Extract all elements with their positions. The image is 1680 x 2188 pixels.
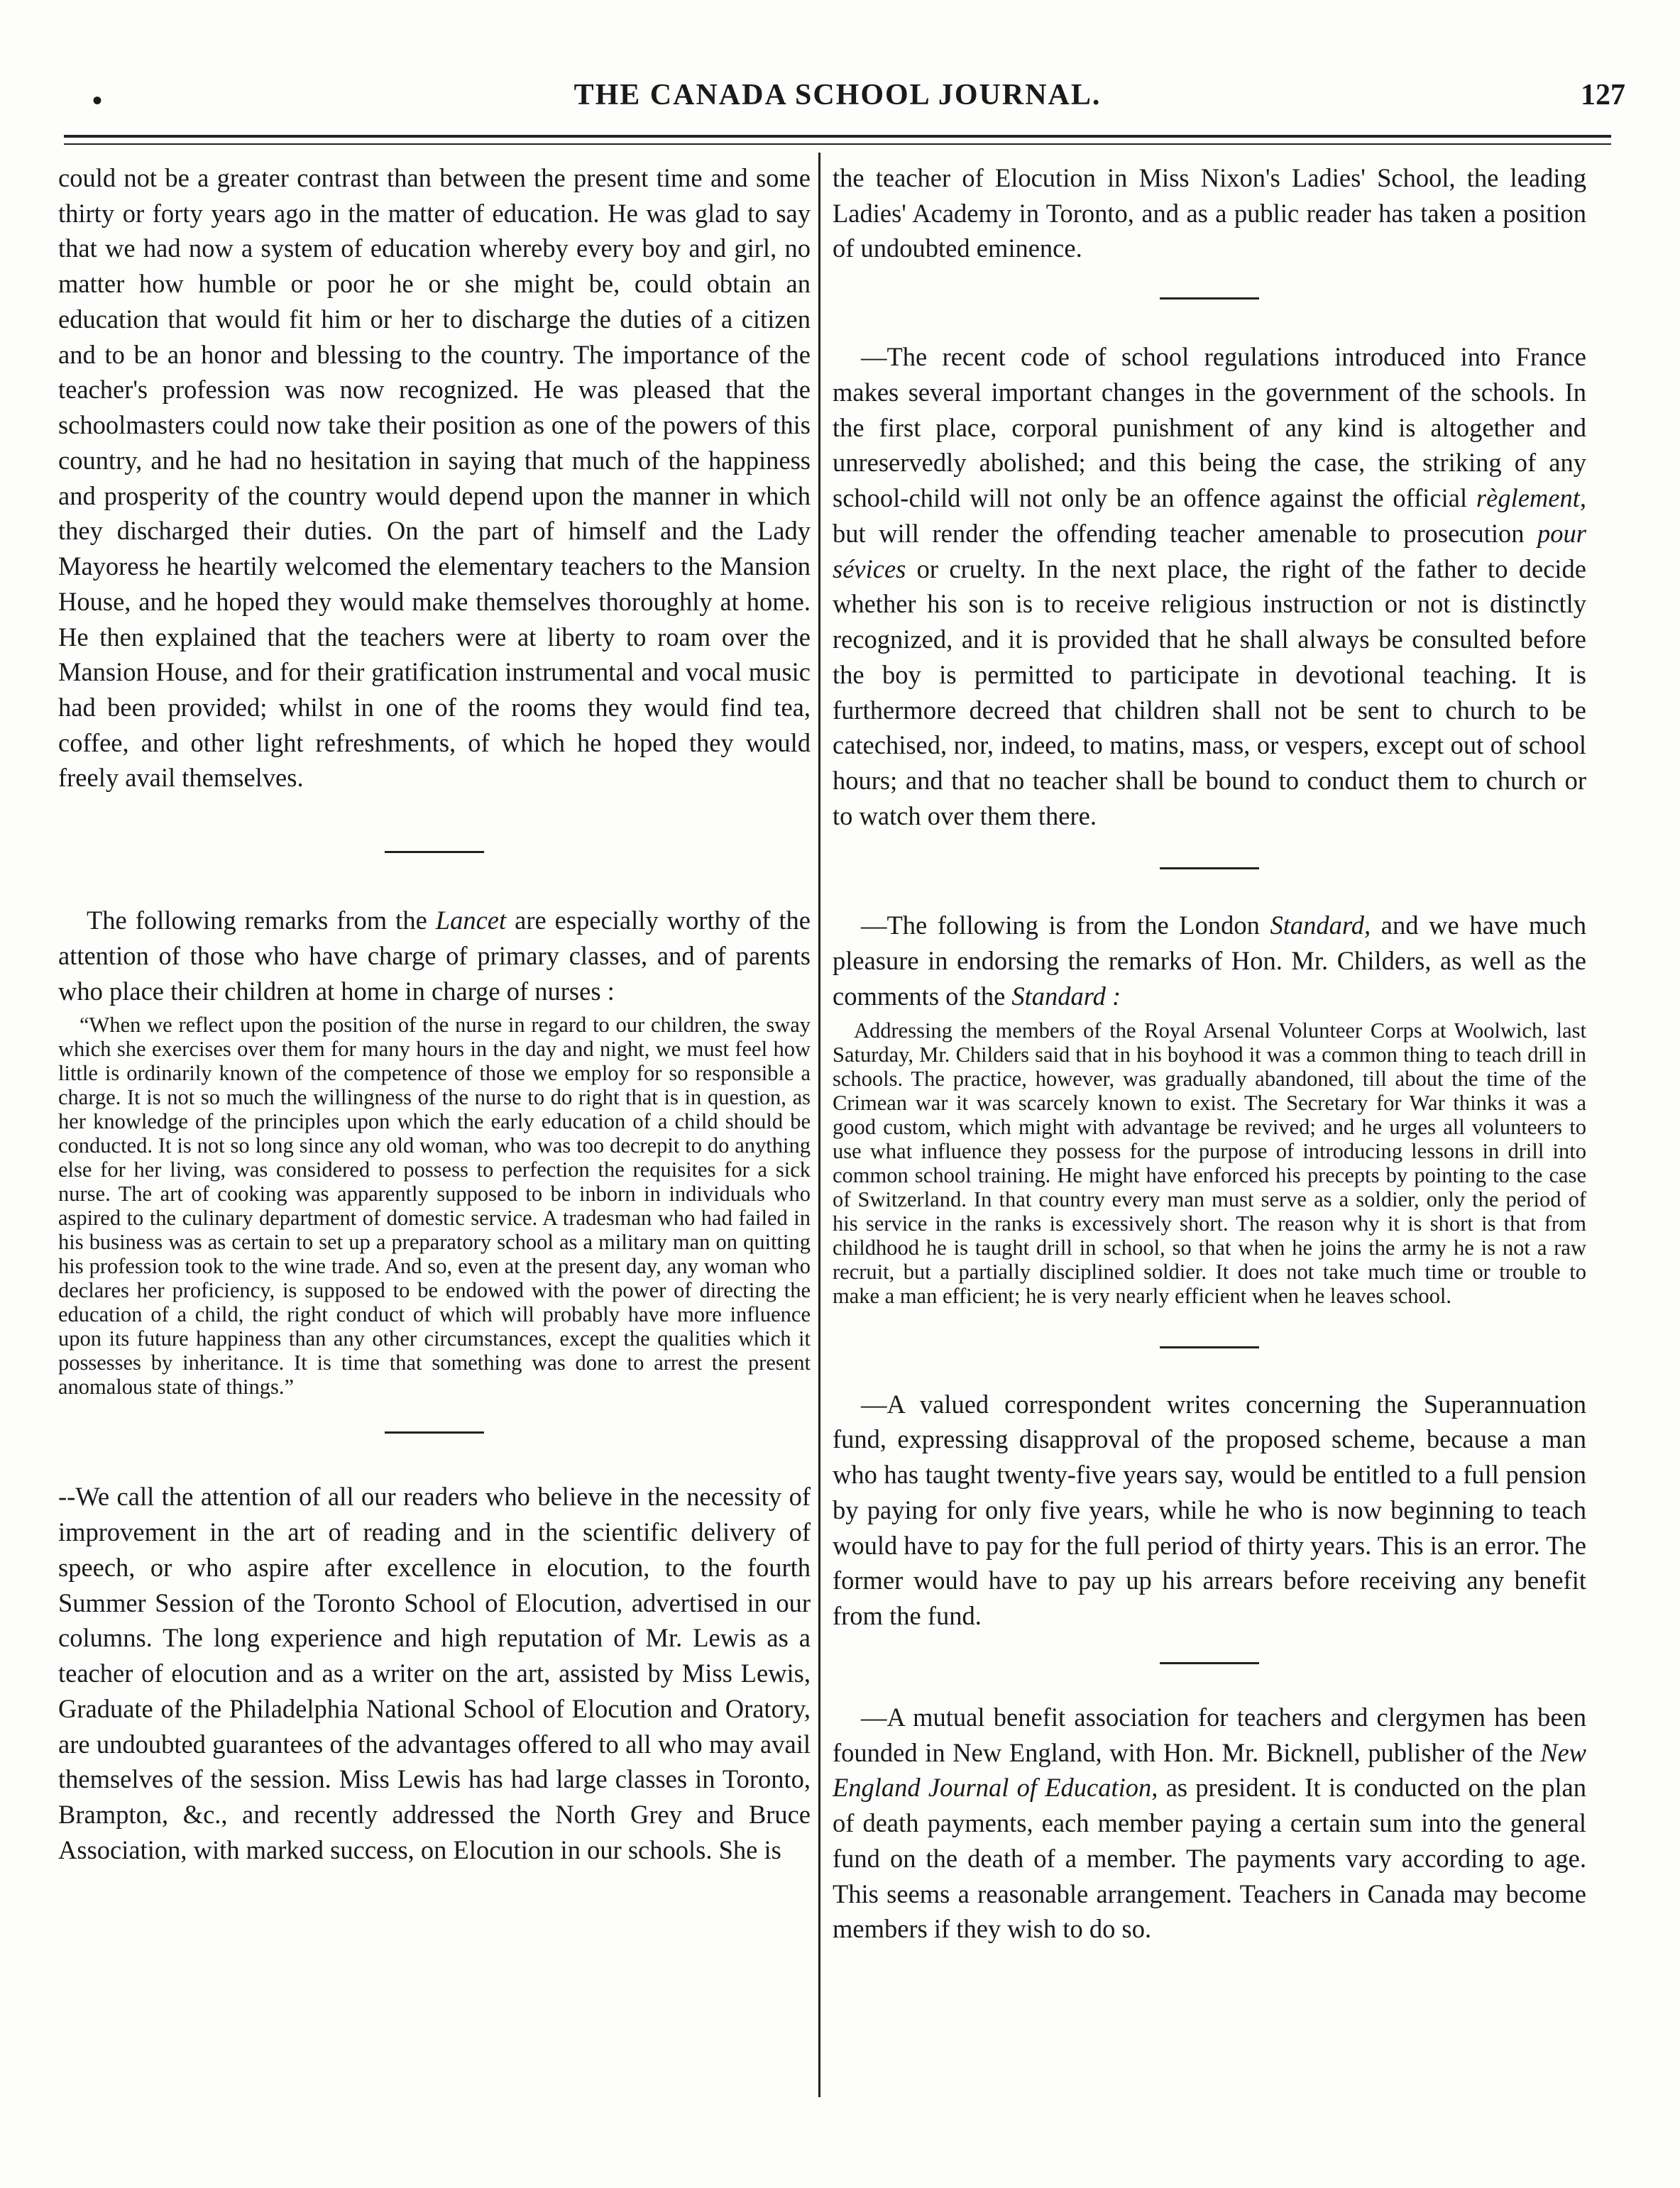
page-number: 127	[1581, 79, 1625, 111]
right-column	[833, 160, 1586, 1947]
mansion-house-paragraph: could not be a greater contrast than between the present time and some thirty or forty years ago in the matter of education. He was glad to say that we had now a system of education whereby every boy and girl, no matter how humble or poor he or she might be, could obtain an education that would fit him or her to discharge the duties of a citizen and to be an honor and blessing to the country. The importance of the teacher's profession was now recognized. He was pleased that the schoolmasters could now take their position as one of the powers of this country, and he had no hesitation in saying that much of the happiness and prosperity of the country would depend upon the manner in which they discharged their duties. On the part of himself and the Lady Mayoress he heartily welcomed the elementary teachers to the Mansion House, and he hoped they would make themselves thoroughly at home. He then explained that the teachers were at liberty to roam over the Mansion House, and for their gratification instrumental and vocal music had been provided; whilst in one of the rooms they would find tea, coffee, and other light refreshments, of which he hoped they would freely avail themselves.	[58, 163, 811, 793]
mutual-benefit-paragraph: —A mutual benefit association for teachers and clergymen has been founded in New England, with Hon. Mr. Bicknell, publisher of the New England Journal of Education, as president. It is conducted on the plan of death payments, each member paying a certain sum into the general fund on the death of a member. The payments vary according to age. This seems a reasonable arrangement. Teachers in Canada may become members if they wish to do so.	[833, 1702, 1587, 1944]
column-divider	[818, 153, 820, 2097]
journal-title: THE CANADA SCHOOL JOURNAL.	[573, 79, 1102, 111]
standard-intro: —The following is from the London Standard, and we have much pleasure in endorsing the remarks of Hon. Mr. Childers, as well as the comments of the Standard :	[833, 911, 1586, 1011]
header-rule-thin	[64, 143, 1611, 145]
elocution-continued: the teacher of Elocution in Miss Nixon's Ladies' School, the leading Ladies' Academy in Toronto, and as a public reader has taken a position of undoubted eminence.	[833, 163, 1586, 263]
lancet-intro: The following remarks from the Lancet are especially worthy of the attention of those who have charge of primary classes, and of parents who place their children at home in charge of nurses :	[58, 906, 811, 1006]
left-column	[58, 160, 811, 1868]
superannuation-paragraph: —A valued correspondent writes concerning the Superannuation fund, expressing disapproval of the proposed scheme, because a man who has taught twenty-five years say, would be entitled to a full pension by paying for only five years, while he who is now beginning to teach would have to pay for the full period of thirty years. This is an error. The former would have to pay up his arrears before receiving any benefit from the fund.	[833, 1389, 1586, 1631]
childers-quote: Addressing the members of the Royal Arsenal Volunteer Corps at Woolwich, last Saturday, Mr. Childers said that in his boyhood it was a common thing to teach drill in schools. The practice, however, was gradually abandoned, till about the time of the Crimean war it was scarcely known to exist. The Secretary for War thinks it was a good custom, which might with advantage be revived; and he urges all volunteers to use what influence they possess for the purpose of introducing lessons in drill into common school training. He might have enforced his precepts by pointing to the case of Switzerland. In that country every man must serve as a soldier, only the period of his service in the ranks is excessively short. The reason why it is short is that from childhood he is taught drill in school, so that when he joins the army he is not a raw recruit, but a partially disciplined soldier. It does not take much time or trouble to make a man efficient; he is very nearly efficient when he leaves school.	[833, 1018, 1586, 1308]
page-header	[43, 71, 1632, 114]
elocution-paragraph: --We call the attention of all our readers who believe in the necessity of improvement in the art of reading and in the scientific delivery of speech, or who aspire after excellence in elocution, to the fourth Summer Session of the Toronto School of Elocution, advertised in our columns. The long experience and high reputation of Mr. Lewis as a teacher of elocution and as a writer on the art, assisted by Miss Lewis, Graduate of the Philadelphia National School of Elocution and Oratory, are undoubted guarantees of the advantages offered to all who may avail themselves of the session. Miss Lewis has had large classes in Toronto, Brampton, &c., and recently addressed the North Grey and Bruce Association, with marked success, on Elocution in our schools. She is	[58, 1482, 811, 1864]
header-rule-thick	[64, 135, 1611, 138]
france-regulations-paragraph: —The recent code of school regulations introduced into France makes several important changes in the government of the schools. In the first place, corporal punishment of any kind is altogether and unreservedly abolished; and this being the case, the striking of any school-child will not only be an offence against the official règlement, but will render the offending teacher amenable to prosecution pour sévices or cruelty. In the next place, the right of the father to decide whether his son is to receive religious instruction or not is distinctly recognized, and it is provided that he shall always be consulted before the boy is permitted to participate in devotional teaching. It is furthermore decreed that children shall not be sent to church to be catechised, nor, indeed, to matins, mass, or vespers, except out of school hours; and that no teacher shall be bound to conduct them to church or to watch over them there.	[833, 342, 1586, 830]
header-dot: •	[92, 84, 103, 116]
lancet-quote: “When we reflect upon the position of the nurse in regard to our children, the sway which she exercises over them for many hours in the day and night, we must feel how little is ordinarily known of the competence of those we employ for so responsible a charge. It is not so much the willingness of the nurse to do right that is in question, as her knowledge of the principles upon which the early education of a child should be conducted. It is not so long since any old woman, who was too decrepit to do anything else for her living, was considered to possess to perfection the requisites for a sick nurse. The art of cooking was apparently supposed to be inborn in individuals who aspired to the culinary department of domestic service. A tradesman who had failed in his business was as certain to set up a preparatory school as a military man on quitting his profession took to the wine trade. And so, even at the present day, any woman who declares her proficiency, is supposed to be endowed with the power of directing the education of a child, the right conduct of which will probably have more influence upon its future happiness than any other circumstances, except the qualities which it possesses by inheritance. It is time that something was done to arrest the present anomalous state of things.”	[58, 1013, 811, 1400]
